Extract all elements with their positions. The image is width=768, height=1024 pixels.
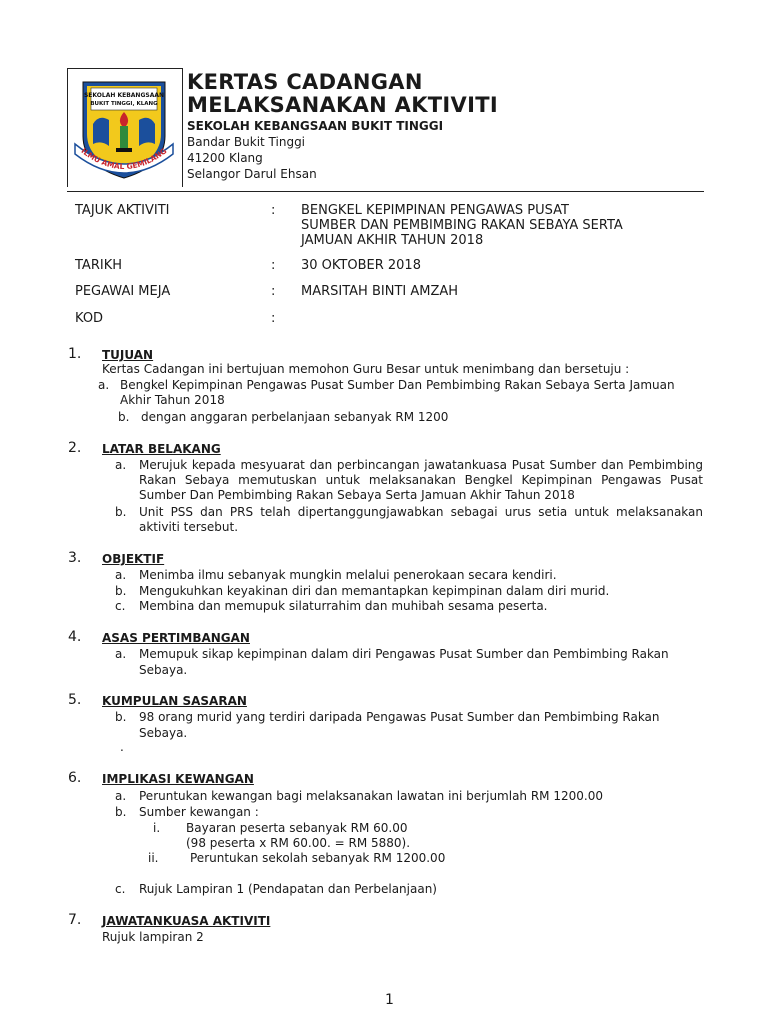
list-item-text: Sebaya. bbox=[139, 726, 188, 740]
field-value-tarikh: 30 OKTOBER 2018 bbox=[301, 258, 421, 273]
field-colon: : bbox=[271, 258, 276, 273]
list-marker: a. bbox=[115, 647, 127, 661]
field-value-tajuk bbox=[301, 203, 623, 248]
section-title-objektif: OBJEKTIF bbox=[102, 552, 165, 566]
field-label-tarikh: TARIKH bbox=[75, 258, 122, 273]
section-title-implikasi-kewangan: IMPLIKASI KEWANGAN bbox=[102, 772, 254, 786]
list-marker: b. bbox=[115, 710, 127, 724]
svg-text:SEKOLAH KEBANGSAAN: SEKOLAH KEBANGSAAN bbox=[83, 92, 165, 99]
stray-dot: . bbox=[120, 740, 124, 754]
section-number: 2. bbox=[68, 440, 82, 456]
list-marker: a. bbox=[115, 458, 127, 472]
sublist-item-text: Bayaran peserta sebanyak RM 60.00 bbox=[186, 821, 408, 835]
sublist-marker: ii. bbox=[148, 851, 159, 865]
list-marker: b. bbox=[118, 410, 130, 424]
list-item-text: Akhir Tahun 2018 bbox=[120, 393, 225, 407]
title-line-2: MELAKSANAKAN AKTIVITI bbox=[187, 93, 498, 117]
field-label-tajuk: TAJUK AKTIVITI bbox=[75, 203, 170, 218]
field-value-pegawai: MARSITAH BINTI AMZAH bbox=[301, 284, 459, 299]
field-label-kod: KOD bbox=[75, 311, 104, 326]
section-title-jawatankuasa: JAWATANKUASA AKTIVITI bbox=[102, 914, 271, 928]
svg-text:BUKIT TINGGI, KLANG: BUKIT TINGGI, KLANG bbox=[90, 101, 158, 107]
list-marker: b. bbox=[115, 584, 127, 598]
svg-text:ILMU AMAL GEMILANG: ILMU AMAL GEMILANG bbox=[79, 146, 169, 172]
list-item-text: Rujuk Lampiran 1 (Pendapatan dan Perbelanjaan) bbox=[139, 882, 437, 896]
list-marker: a. bbox=[115, 789, 127, 803]
list-item-text: 98 orang murid yang terdiri daripada Pengawas Pusat Sumber dan Pembimbing Rakan bbox=[139, 710, 660, 724]
list-item-text: Membina dan memupuk silaturrahim dan muhibah sesama peserta. bbox=[139, 599, 548, 613]
section-number: 3. bbox=[68, 550, 82, 566]
list-item-text: Mengukuhkan keyakinan diri dan memantapkan kepimpinan dalam diri murid. bbox=[139, 584, 610, 598]
page-number: 1 bbox=[385, 992, 394, 1008]
section-number: 7. bbox=[68, 912, 82, 928]
school-name: SEKOLAH KEBANGSAAN BUKIT TINGGI bbox=[187, 119, 444, 133]
title-line-1: KERTAS CADANGAN bbox=[187, 70, 423, 94]
sublist-item-text: (98 peserta x RM 60.00. = RM 5880). bbox=[186, 836, 411, 850]
field-value-line: BENGKEL KEPIMPINAN PENGAWAS PUSAT bbox=[301, 203, 569, 218]
list-marker: c. bbox=[115, 599, 126, 613]
list-item-text: Memupuk sikap kepimpinan dalam diri Pengawas Pusat Sumber dan Pembimbing Rakan bbox=[139, 647, 669, 661]
list-marker: a. bbox=[115, 568, 127, 582]
list-item-text: Bengkel Kepimpinan Pengawas Pusat Sumber Dan Pembimbing Rakan Sebaya Serta Jamuan bbox=[120, 378, 675, 392]
list-item-text: dengan anggaran perbelanjaan sebanyak RM 1200 bbox=[141, 410, 449, 424]
field-colon: : bbox=[271, 203, 276, 218]
address-line-1: Bandar Bukit Tinggi bbox=[187, 135, 306, 149]
section-number: 1. bbox=[68, 346, 82, 362]
list-item-text: Peruntukan kewangan bagi melaksanakan lawatan ini berjumlah RM 1200.00 bbox=[139, 789, 603, 803]
field-value-line: SUMBER DAN PEMBIMBING RAKAN SEBAYA SERTA bbox=[301, 218, 623, 233]
section-text: Kertas Cadangan ini bertujuan memohon Guru Besar untuk menimbang dan bersetuju : bbox=[102, 362, 630, 376]
address-line-3: Selangor Darul Ehsan bbox=[187, 167, 317, 181]
section-title-latar-belakang: LATAR BELAKANG bbox=[102, 442, 221, 456]
document-title bbox=[187, 71, 498, 117]
section-title-asas-pertimbangan: ASAS PERTIMBANGAN bbox=[102, 631, 250, 645]
header-divider bbox=[67, 191, 704, 192]
field-colon: : bbox=[271, 284, 276, 299]
section-text: Rujuk lampiran 2 bbox=[102, 930, 204, 944]
list-item-text: Merujuk kepada mesyuarat dan perbincangan jawatankuasa Pusat Sumber dan Pembimbing Rakan Sebaya memutuskan untuk melaksanakan Bengkel Kepimpinan Pengawas Pusat Sumber Dan Pembimbing Rakan Sebaya Serta Jamuan Akhir Tahun 2018 bbox=[139, 458, 703, 502]
field-colon: : bbox=[271, 311, 276, 326]
section-title-kumpulan-sasaran: KUMPULAN SASARAN bbox=[102, 694, 247, 708]
sublist-marker: i. bbox=[153, 821, 161, 835]
address-line-2: 41200 Klang bbox=[187, 151, 263, 165]
list-marker: b. bbox=[115, 505, 127, 519]
list-marker: c. bbox=[115, 882, 126, 896]
section-number: 5. bbox=[68, 692, 82, 708]
list-marker: a. bbox=[98, 378, 110, 392]
school-crest-logo bbox=[69, 74, 179, 180]
list-item-text: Sebaya. bbox=[139, 663, 188, 677]
field-value-line: JAMUAN AKHIR TAHUN 2018 bbox=[301, 233, 484, 248]
sublist-item-text: Peruntukan sekolah sebanyak RM 1200.00 bbox=[190, 851, 446, 865]
section-number: 4. bbox=[68, 629, 82, 645]
section-title-tujuan: TUJUAN bbox=[102, 348, 154, 362]
list-item-text: Unit PSS dan PRS telah dipertanggungjawabkan sebagai urus setia untuk melaksanakan aktiviti tersebut. bbox=[139, 505, 703, 534]
list-marker: b. bbox=[115, 805, 127, 819]
section-number: 6. bbox=[68, 770, 82, 786]
list-item-text: Sumber kewangan : bbox=[139, 805, 259, 819]
field-label-pegawai: PEGAWAI MEJA bbox=[75, 284, 171, 299]
list-item-text: Menimba ilmu sebanyak mungkin melalui penerokaan secara kendiri. bbox=[139, 568, 557, 582]
